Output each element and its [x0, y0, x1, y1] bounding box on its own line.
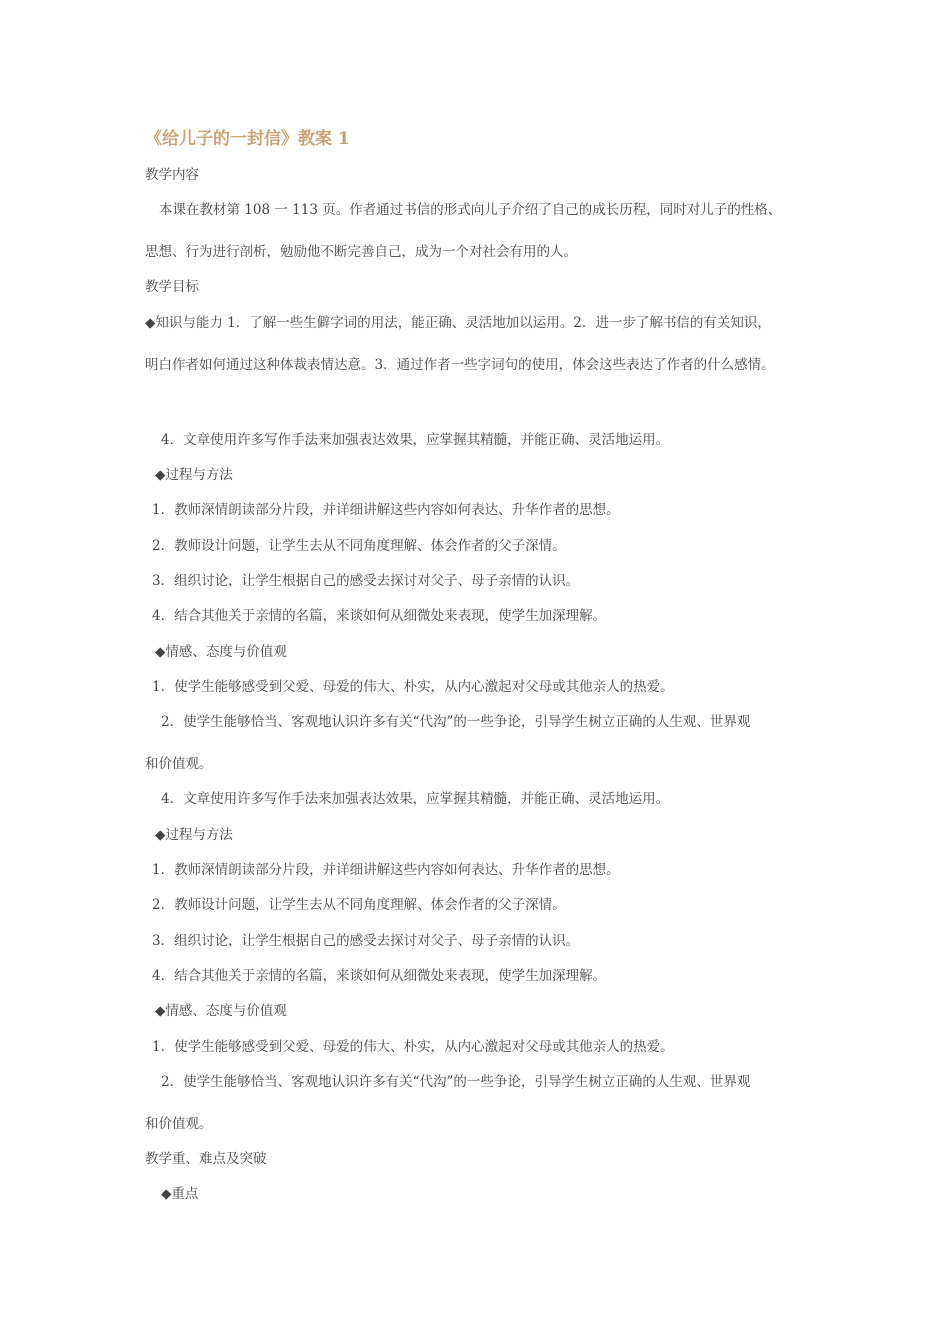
subheading: ◆情感、态度与价值观: [155, 1003, 287, 1019]
list-item: 3．组织讨论，让学生根据自己的感受去探讨对父子、母子亲情的认识。: [152, 933, 580, 949]
document-title: 《给儿子的一封信》教案 1: [145, 129, 350, 149]
paragraph-line: ◆知识与能力 1．了解一些生僻字词的用法，能正确、灵活地加以运用。2．进一步了解书信的有关知识，: [145, 315, 771, 331]
list-item: 4．文章使用许多写作手法来加强表达效果，应掌握其精髓，并能正确、灵活地运用。: [161, 432, 670, 448]
list-item: 2．教师设计问题，让学生去从不同角度理解、体会作者的父子深情。: [152, 897, 566, 913]
section-heading-keypoints: 教学重、难点及突破: [145, 1151, 267, 1167]
list-item: 1．使学生能够感受到父爱、母爱的伟大、朴实，从内心激起对父母或其他亲人的热爱。: [152, 1039, 674, 1055]
list-item: 2．使学生能够恰当、客观地认识许多有关“代沟”的一些争论，引导学生树立正确的人生观、世界观: [161, 714, 751, 730]
paragraph-line: 和价值观。: [145, 756, 213, 772]
subheading: ◆过程与方法: [155, 467, 233, 483]
subheading: ◆情感、态度与价值观: [155, 644, 287, 660]
section-heading-content: 教学内容: [145, 167, 199, 183]
subheading: ◆过程与方法: [155, 827, 233, 843]
list-item: 3．组织讨论，让学生根据自己的感受去探讨对父子、母子亲情的认识。: [152, 573, 580, 589]
list-item: 2．使学生能够恰当、客观地认识许多有关“代沟”的一些争论，引导学生树立正确的人生观、世界观: [161, 1074, 751, 1090]
list-item: 4．文章使用许多写作手法来加强表达效果，应掌握其精髓，并能正确、灵活地运用。: [161, 791, 670, 807]
section-heading-goals: 教学目标: [145, 279, 199, 295]
paragraph-line: 思想、行为进行剖析，勉励他不断完善自己，成为一个对社会有用的人。: [145, 244, 577, 260]
list-item: 2．教师设计问题，让学生去从不同角度理解、体会作者的父子深情。: [152, 538, 566, 554]
list-item: 1．使学生能够感受到父爱、母爱的伟大、朴实，从内心激起对父母或其他亲人的热爱。: [152, 679, 674, 695]
paragraph-line: 本课在教材第 108 一 113 页。作者通过书信的形式向儿子介绍了自己的成长历程，同时对儿子的性格、: [159, 202, 782, 218]
paragraph-line: 明白作者如何通过这种体裁表情达意。3．通过作者一些字词句的使用，体会这些表达了作者的什么感情。: [145, 357, 775, 373]
subheading: ◆重点: [161, 1186, 199, 1202]
list-item: 1．教师深情朗读部分片段，并详细讲解这些内容如何表达、升华作者的思想。: [152, 502, 620, 518]
paragraph-line: 和价值观。: [145, 1116, 213, 1132]
list-item: 1．教师深情朗读部分片段，并详细讲解这些内容如何表达、升华作者的思想。: [152, 862, 620, 878]
list-item: 4．结合其他关于亲情的名篇，来谈如何从细微处来表现，使学生加深理解。: [152, 968, 607, 984]
list-item: 4．结合其他关于亲情的名篇，来谈如何从细微处来表现，使学生加深理解。: [152, 608, 607, 624]
